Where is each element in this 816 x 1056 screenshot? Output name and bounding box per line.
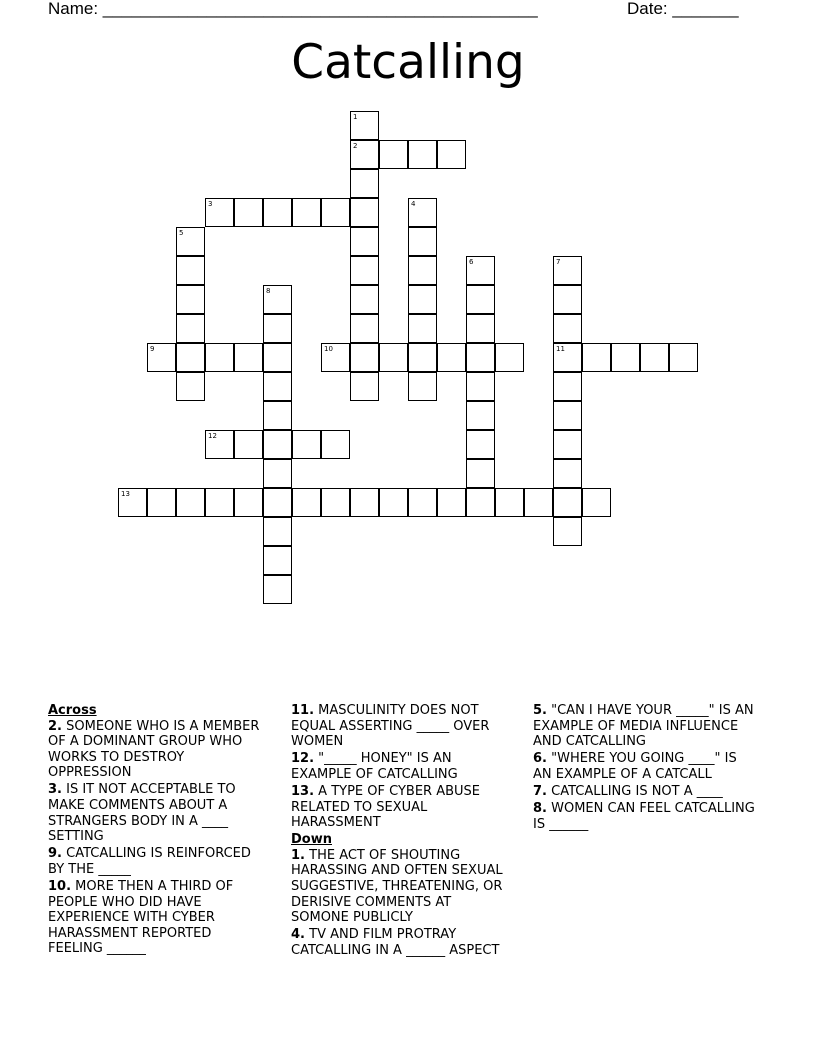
grid-cell[interactable] bbox=[466, 343, 495, 372]
grid-cell[interactable] bbox=[408, 488, 437, 517]
grid-cell[interactable] bbox=[292, 430, 321, 459]
clues-column-2 bbox=[291, 703, 513, 960]
grid-cell[interactable] bbox=[350, 488, 379, 517]
grid-cell[interactable] bbox=[263, 343, 292, 372]
page-title: Catcalling bbox=[291, 35, 525, 90]
grid-cell[interactable] bbox=[350, 372, 379, 401]
clue-across-9 bbox=[48, 846, 270, 877]
clues-column-1 bbox=[48, 703, 270, 959]
clue-number: 7. bbox=[533, 783, 547, 799]
clue-number: 10. bbox=[48, 879, 72, 895]
clue-across-13 bbox=[291, 784, 513, 831]
date-field[interactable]: Date: _______ bbox=[627, 0, 739, 18]
grid-cell[interactable] bbox=[379, 488, 408, 517]
grid-cell[interactable] bbox=[263, 401, 292, 430]
clue-text: CATCALLING IS NOT A ____ bbox=[551, 783, 723, 799]
cell-number: 5 bbox=[179, 229, 184, 237]
grid-cell[interactable] bbox=[350, 285, 379, 314]
grid-cell[interactable] bbox=[466, 401, 495, 430]
clue-number: 9. bbox=[48, 846, 62, 862]
grid-cell[interactable] bbox=[263, 430, 292, 459]
grid-cell[interactable] bbox=[350, 314, 379, 343]
grid-cell[interactable] bbox=[350, 198, 379, 227]
cell-number: 7 bbox=[556, 258, 561, 266]
grid-cell[interactable] bbox=[350, 169, 379, 198]
grid-cell[interactable] bbox=[553, 343, 582, 372]
grid-cell[interactable] bbox=[553, 372, 582, 401]
grid-cell[interactable] bbox=[524, 488, 553, 517]
grid-cell[interactable] bbox=[495, 343, 524, 372]
grid-cell[interactable] bbox=[176, 343, 205, 372]
clue-text: TV AND FILM PROTRAY CATCALLING IN A ______ ASPECT bbox=[291, 927, 500, 958]
clue-number: 4. bbox=[291, 927, 305, 943]
grid-cell[interactable] bbox=[408, 227, 437, 256]
grid-cell[interactable] bbox=[553, 285, 582, 314]
grid-cell[interactable] bbox=[582, 343, 611, 372]
grid-cell[interactable] bbox=[263, 517, 292, 546]
grid-cell[interactable] bbox=[553, 488, 582, 517]
clue-down-6 bbox=[533, 751, 755, 782]
grid-cell[interactable] bbox=[205, 198, 234, 227]
clue-number: 8. bbox=[533, 801, 547, 817]
grid-cell[interactable] bbox=[350, 256, 379, 285]
grid-cell[interactable] bbox=[350, 140, 379, 169]
clue-across-2 bbox=[48, 719, 270, 781]
grid-cell[interactable] bbox=[669, 343, 698, 372]
grid-cell[interactable] bbox=[205, 430, 234, 459]
across-heading: Across bbox=[48, 703, 97, 718]
grid-cell[interactable] bbox=[176, 227, 205, 256]
clue-text: IS IT NOT ACCEPTABLE TO MAKE COMMENTS ABOUT A STRANGERS BODY IN A ____ SETTING bbox=[48, 782, 236, 845]
grid-cell[interactable] bbox=[321, 198, 350, 227]
grid-cell[interactable] bbox=[350, 111, 379, 140]
grid-cell[interactable] bbox=[234, 488, 263, 517]
clue-across-12 bbox=[291, 751, 513, 782]
clue-down-7 bbox=[533, 784, 755, 800]
grid-cell[interactable] bbox=[205, 488, 234, 517]
clue-number: 2. bbox=[48, 718, 62, 734]
clue-down-1 bbox=[291, 848, 513, 926]
grid-cell[interactable] bbox=[408, 372, 437, 401]
cell-number: 2 bbox=[353, 142, 358, 150]
cell-number: 6 bbox=[469, 258, 474, 266]
clue-number: 11. bbox=[291, 703, 315, 718]
grid-cell[interactable] bbox=[553, 314, 582, 343]
grid-cell[interactable] bbox=[553, 401, 582, 430]
clue-across-10 bbox=[48, 879, 270, 957]
grid-cell[interactable] bbox=[263, 198, 292, 227]
grid-cell[interactable] bbox=[495, 488, 524, 517]
grid-cell[interactable] bbox=[379, 140, 408, 169]
grid-cell[interactable] bbox=[350, 227, 379, 256]
grid-cell[interactable] bbox=[553, 256, 582, 285]
grid-cell[interactable] bbox=[350, 343, 379, 372]
cell-number: 12 bbox=[208, 432, 217, 440]
grid-cell[interactable] bbox=[466, 459, 495, 488]
grid-cell[interactable] bbox=[553, 517, 582, 546]
grid-cell[interactable] bbox=[263, 459, 292, 488]
grid-cell[interactable] bbox=[205, 343, 234, 372]
grid-cell[interactable] bbox=[234, 198, 263, 227]
clue-number: 6. bbox=[533, 751, 547, 767]
grid-cell[interactable] bbox=[408, 140, 437, 169]
grid-cell[interactable] bbox=[408, 285, 437, 314]
grid-cell[interactable] bbox=[437, 488, 466, 517]
grid-cell[interactable] bbox=[176, 372, 205, 401]
cell-number: 11 bbox=[556, 345, 565, 353]
grid-cell[interactable] bbox=[292, 488, 321, 517]
clue-number: 12. bbox=[291, 751, 315, 767]
clue-down-4 bbox=[291, 927, 513, 958]
clue-text: THE ACT OF SHOUTING HARASSING AND OFTEN SEXUAL SUGGESTIVE, THREATENING, OR DERISIVE COMMENTS AT SOMONE PUBLICLY bbox=[291, 847, 503, 926]
cell-number: 13 bbox=[121, 490, 130, 498]
grid-cell[interactable] bbox=[408, 343, 437, 372]
grid-cell[interactable] bbox=[321, 488, 350, 517]
clue-across-11 bbox=[291, 703, 513, 750]
clue-text: "_____ HONEY" IS AN EXAMPLE OF CATCALLING bbox=[291, 751, 458, 782]
clue-text: "CAN I HAVE YOUR _____" IS AN EXAMPLE OF MEDIA INFLUENCE AND CATCALLING bbox=[533, 703, 754, 750]
grid-cell[interactable] bbox=[118, 488, 147, 517]
grid-cell[interactable] bbox=[321, 343, 350, 372]
grid-cell[interactable] bbox=[582, 488, 611, 517]
grid-cell[interactable] bbox=[147, 488, 176, 517]
grid-cell[interactable] bbox=[408, 198, 437, 227]
grid-cell[interactable] bbox=[408, 314, 437, 343]
clues-column-3 bbox=[533, 703, 755, 834]
grid-cell[interactable] bbox=[176, 488, 205, 517]
grid-cell[interactable] bbox=[176, 314, 205, 343]
grid-cell[interactable] bbox=[176, 285, 205, 314]
grid-cell[interactable] bbox=[466, 314, 495, 343]
clue-number: 3. bbox=[48, 782, 62, 798]
clue-text: MASCULINITY DOES NOT EQUAL ASSERTING _____ OVER WOMEN bbox=[291, 703, 490, 750]
grid-cell[interactable] bbox=[379, 343, 408, 372]
grid-cell[interactable] bbox=[263, 488, 292, 517]
grid-cell[interactable] bbox=[234, 343, 263, 372]
grid-cell[interactable] bbox=[466, 488, 495, 517]
clue-across-3 bbox=[48, 782, 270, 844]
cell-number: 9 bbox=[150, 345, 155, 353]
grid-cell[interactable] bbox=[640, 343, 669, 372]
grid-cell[interactable] bbox=[176, 256, 205, 285]
cell-number: 1 bbox=[353, 113, 358, 121]
grid-cell[interactable] bbox=[553, 459, 582, 488]
cell-number: 8 bbox=[266, 287, 271, 295]
grid-cell[interactable] bbox=[437, 140, 466, 169]
name-field[interactable]: Name: ______________________________________________ bbox=[48, 0, 538, 18]
grid-cell[interactable] bbox=[263, 546, 292, 575]
clue-text: WOMEN CAN FEEL CATCALLING IS ______ bbox=[533, 801, 755, 832]
clue-text: CATCALLING IS REINFORCED BY THE _____ bbox=[48, 846, 251, 877]
clue-number: 5. bbox=[533, 703, 547, 718]
grid-cell[interactable] bbox=[611, 343, 640, 372]
grid-cell[interactable] bbox=[263, 372, 292, 401]
grid-cell[interactable] bbox=[263, 285, 292, 314]
clue-down-8 bbox=[533, 801, 755, 832]
cell-number: 3 bbox=[208, 200, 213, 208]
clue-number: 13. bbox=[291, 783, 315, 799]
clue-down-5 bbox=[533, 703, 755, 750]
grid-cell[interactable] bbox=[466, 372, 495, 401]
grid-cell[interactable] bbox=[466, 256, 495, 285]
cell-number: 10 bbox=[324, 345, 333, 353]
grid-cell[interactable] bbox=[292, 198, 321, 227]
grid-cell[interactable] bbox=[147, 343, 176, 372]
clue-text: SOMEONE WHO IS A MEMBER OF A DOMINANT GROUP WHO WORKS TO DESTROY OPPRESSION bbox=[48, 718, 260, 781]
grid-cell[interactable] bbox=[263, 575, 292, 604]
clue-number: 1. bbox=[291, 847, 305, 863]
clue-text: A TYPE OF CYBER ABUSE RELATED TO SEXUAL HARASSMENT bbox=[291, 783, 480, 831]
cell-number: 4 bbox=[411, 200, 416, 208]
grid-cell[interactable] bbox=[466, 430, 495, 459]
grid-cell[interactable] bbox=[553, 430, 582, 459]
grid-cell[interactable] bbox=[234, 430, 263, 459]
grid-cell[interactable] bbox=[263, 314, 292, 343]
grid-cell[interactable] bbox=[321, 430, 350, 459]
clue-text: MORE THEN A THIRD OF PEOPLE WHO DID HAVE EXPERIENCE WITH CYBER HARASSMENT REPORTED FEELING ______ bbox=[48, 879, 234, 957]
grid-cell[interactable] bbox=[466, 285, 495, 314]
clue-text: "WHERE YOU GOING ____" IS AN EXAMPLE OF A CATCALL bbox=[533, 751, 737, 782]
grid-cell[interactable] bbox=[437, 343, 466, 372]
grid-cell[interactable] bbox=[408, 256, 437, 285]
down-heading: Down bbox=[291, 832, 332, 848]
